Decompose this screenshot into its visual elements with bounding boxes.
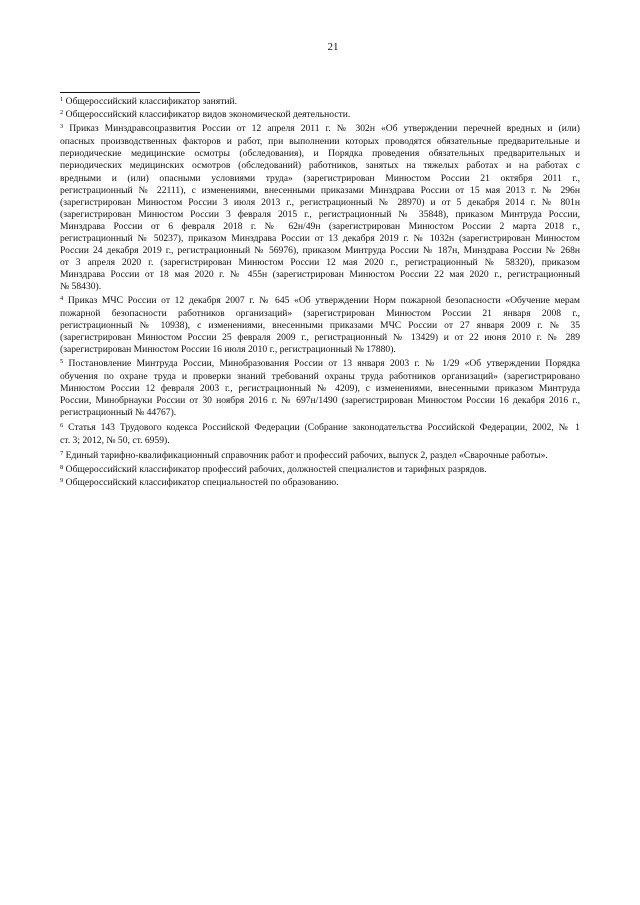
footnote-line: от 3 апреля 2020 г. (зарегистрирован Минюстом России 12 мая 2020 г., регистрационный № 58320), приказом — [60, 257, 580, 269]
footnote-line — [60, 477, 580, 490]
footnote-separator — [60, 92, 200, 93]
footnote-number: 3 — [60, 122, 64, 130]
footnote-line: опасных производственных факторов и работ, при выполнении которых проводятся обязательные предварительные и — [60, 136, 580, 148]
footnote-line: ст. 3; 2012, № 50, ст. 6959). — [60, 435, 170, 447]
footnote-number: 4 — [60, 294, 64, 302]
footnote-number: 5 — [60, 357, 64, 365]
footnote-line: № 58430). — [60, 281, 102, 293]
footnote-number: 2 — [60, 108, 64, 116]
footnote-9 — [60, 477, 580, 490]
footnote-text: Приказ МЧС России от 12 декабря 2007 г. № 645 «Об утверждении Норм пожарной безопасности «Обучение мерам — [67, 295, 580, 307]
footnote-8 — [60, 464, 580, 477]
footnote-7 — [60, 450, 580, 463]
footnote-line: обучения по охране труда и проверки знаний требований охраны труда работников организаций» (зарегистрировано — [60, 371, 580, 383]
footnote-line: регистрационный № 10938), с изменениями, внесенными приказами МЧС России от 27 января 2009 г. № 35 — [60, 320, 580, 332]
footnote-4 — [60, 295, 580, 356]
footnote-text: Единый тарифно-квалификационный справочник работ и профессий рабочих, выпуск 2, раздел «Сварочные работы». — [65, 450, 548, 462]
footnote-2 — [60, 109, 580, 122]
footnote-line: Минюстом России 12 февраля 2003 г., регистрационный № 4209), с изменениями, внесенными приказом Минтруда — [60, 383, 580, 395]
footnote-text: Приказ Минздравсоцразвития России от 12 апреля 2011 г. № 302н «Об утверждении перечней вредных и (или) — [69, 123, 580, 135]
footnote-line — [60, 450, 580, 463]
footnote-line — [60, 464, 580, 477]
footnote-line: (зарегистрирован Минюстом России 3 июля 2013 г., регистрационный № 28970) и от 5 декабря 2014 г. № 801н — [60, 196, 580, 208]
footnote-number: 9 — [60, 476, 64, 484]
page-number: 21 — [327, 41, 339, 53]
footnote-line: (зарегистрирован Минюстом России 25 февраля 2009 г., регистрационный № 13429) и от 22 июня 2010 г. № 289 — [60, 332, 580, 344]
footnote-text: Постановление Минтруда России, Минобразования России от 13 января 2003 г. № 1/29 «Об утверждении Порядка — [68, 358, 580, 370]
footnote-line — [60, 295, 580, 308]
footnote-line — [60, 358, 580, 371]
footnote-number: 8 — [60, 463, 64, 471]
footnote-line: пожарной безопасности работников организаций» (зарегистрирован Минюстом России 21 января 2008 г., — [60, 308, 580, 320]
footnote-line: регистрационный № 22111), с изменениями, внесенными приказами Минздрава России от 15 мая 2013 г. № 296н — [60, 184, 580, 196]
footnote-6 — [60, 422, 580, 447]
footnote-line: Минздрава России от 6 февраля 2018 г. № 62н/49н (зарегистрирован Минюстом России 2 марта 2018 г., — [60, 220, 580, 232]
footnote-text: Общероссийский классификатор специальностей по образованию. — [65, 477, 339, 489]
footnote-line: Минздрава России от 18 мая 2020 г. № 455н (зарегистрирован Минюстом России 22 мая 2020 г., регистрационный — [60, 269, 580, 281]
footnote-line: России, Минобрнауки России от 30 ноября 2016 г. № 697н/1490 (зарегистрирован Минюстом России 16 декабря 2016 г., — [60, 395, 580, 407]
footnote-number: 7 — [60, 449, 64, 457]
footnote-line: периодических медицинских осмотров (обследований) работников, занятых на тяжелых работах и на работах с — [60, 160, 580, 172]
footnote-text: Общероссийский классификатор профессий рабочих, должностей специалистов и тарифных разрядов. — [65, 464, 487, 475]
footnote-line: (зарегистрирован Минюстом России 16 июля 2010 г., регистрационный № 17880). — [60, 344, 396, 356]
footnote-3 — [60, 123, 580, 293]
footnote-line — [60, 96, 580, 109]
footnote-text: Общероссийский классификатор занятий. — [65, 96, 238, 107]
footnote-line: вредными и (или) опасными условиями труда» (зарегистрирован Минюстом России 21 октября 2011 г., — [60, 172, 580, 184]
footnote-line — [60, 422, 580, 435]
footnote-line: регистрационный № 44767). — [60, 407, 177, 419]
footnote-line — [60, 109, 580, 122]
footnote-text: Общероссийский классификатор видов экономической деятельности. — [65, 109, 351, 121]
footnote-number: 6 — [60, 421, 64, 429]
footnote-line: России 24 декабря 2019 г., регистрационный № 56976), приказом Минтруда России № 187н, Минздрава России № 268н — [60, 245, 580, 257]
footnote-text: Статья 143 Трудового кодекса Российской Федерации (Собрание законодательства Российской Федерации, 2002, № 1 — [68, 422, 580, 434]
footnotes — [60, 96, 580, 490]
footnote-line: регистрационный № 50237), приказом Минздрава России от 13 декабря 2019 г. № 1032н (зарегистрирован Минюстом — [60, 233, 580, 245]
footnote-line: периодические медицинские осмотры (обследования), и Порядка проведения обязательных предварительных и — [60, 148, 580, 160]
footnote-number: 1 — [60, 95, 64, 103]
footnote-line — [60, 123, 580, 136]
footnote-5 — [60, 358, 580, 419]
footnote-1 — [60, 96, 580, 109]
footnote-line: (зарегистрирован Минюстом России 3 февраля 2015 г., регистрационный № 35848), приказом Минтруда России, — [60, 208, 580, 220]
